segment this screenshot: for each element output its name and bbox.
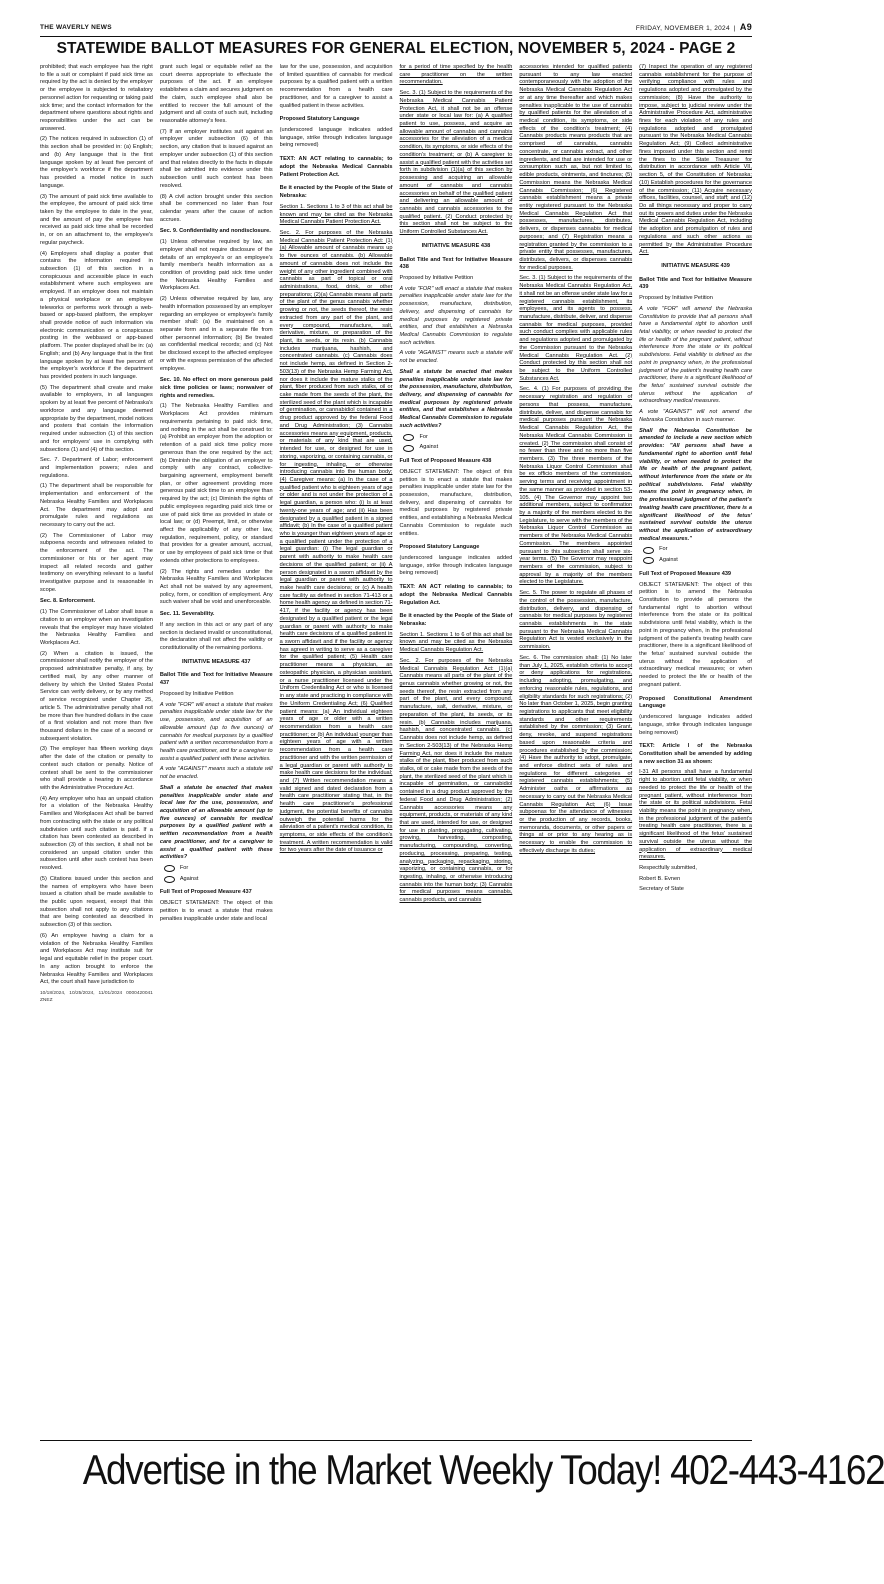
- ballot-oval-icon: [643, 557, 654, 564]
- section-text: Section 1. Sections 1 to 6 of this act shall be known and may be cited as the Nebraska Medical Cannabis Regulation Act.: [399, 631, 513, 654]
- page-headline: STATEWIDE BALLOT MEASURES FOR GENERAL ELECTION, NOVEMBER 5, 2024 - PAGE 2: [56, 40, 736, 57]
- amendment-text: I-31 All persons shall have a fundamental right to abortion until fetal viability, or when needed to protect the life or health of the pregnant patient, without interference from the state or its political subdivisions. Fetal viability means the point in pregnancy when, in the professional judgment of the patient's treating health care practitioner, there is a significant likelihood of the fetus' sustained survival outside the uterus without the application of extraordinary medical measures.: [639, 769, 752, 861]
- for-option: [643, 546, 752, 554]
- paragraph: (2) The notices required in subsection (1) of this section shall be provided in: (a) English; and (b) Any language that is the first language spoken by at least five percent of the employer's workforce if the department has provided a model notice in such language.: [40, 136, 153, 189]
- paragraph: Sec. 7. Department of Labor; enforcement and implementation powers; rules and regulations.: [40, 457, 153, 479]
- proposed-by: Proposed by Initiative Petition: [159, 690, 234, 697]
- paragraph: (5) The department shall create and make available to employers, in all languages spoken by at least five percent of Nebraska's workforce and any language deemed appropriate by the department, model notices and posters that contain the information required under subsection (1) of this section and for employers' use in complying with subsections (1) and (4) of this section.: [40, 384, 153, 453]
- vote-for-explanation: A vote "FOR" will enact a statute that makes penalties inapplicable under state law for the possession, manufacture, distribution, delivery, and dispensing of cannabis for medical purposes by registered private entities, and that establishes a Nebraska Medical Cannabis Commission to regulate such activities.: [399, 285, 513, 346]
- legend-note: (underscored language indicates added language, strike through indicates language being removed): [399, 554, 513, 577]
- header-separator: |: [733, 25, 736, 32]
- paragraph: prohibited; that each employee has the right to file a suit or complaint if paid sick time as required by the act is denied by the employer or the employee is subjected to retaliatory personnel action for requesting or taking paid sick time; and the contact information for the department where questions about rights and responsibilities under the act can be answered.: [40, 64, 153, 132]
- paragraph: (7) If an employer institutes suit against an employer under subsection (6) of this section, any citation that is issued against an employer under subsection (1) of this section and that relates directly to the facts in dispute shall be admitted into evidence under this subsection until such contest has been resolved.: [159, 128, 273, 189]
- for-label: For: [659, 546, 668, 553]
- issue-date: FRIDAY, NOVEMBER 1, 2024: [635, 25, 730, 32]
- article-text: TEXT: Article I of the Nebraska Constitution shall be amended by adding a new section 31 as shown:: [639, 743, 752, 765]
- paragraph: (2) The rights and remedies under the Nebraska Healthy Families and Workplaces Act shall not be waived by any agreement, policy, form, or condition of employment. Any such waiver shall be void and unenforceable.: [159, 568, 273, 606]
- statutory-language-heading: Proposed Statutory Language: [399, 544, 480, 551]
- column-1: [40, 64, 153, 1434]
- ballot-oval-icon: [403, 445, 414, 452]
- paragraph: law for the use, possession, and acquisition of limited quantities of cannabis for medical purposes by a qualified patient with a written recommendation from a health care practitioner, and for a caregiver to assist a qualified patient in these activities.: [279, 64, 393, 109]
- column-6: [639, 64, 752, 1434]
- paragraph: If any section in this act or any part of any section is declared invalid or unconstitutional, the declaration shall not affect the validity or constitutionality of the remaining portions.: [159, 621, 273, 652]
- vote-for-explanation: A vote "FOR" will amend the Nebraska Constitution to provide that all persons shall have a fundamental right to abortion until fetal viability, or when needed to protect the life or health of the pregnant patient, without interference from the state or its political subdivisions. Fetal viability is defined as the point in pregnancy when, in the professional judgment of the patient's treating health care practitioner, there is a significant likelihood of the fetus' sustained survival outside the uterus without the application of extraordinary medical measures.: [639, 305, 752, 405]
- ballot-oval-icon: [164, 865, 175, 872]
- act-text: TEXT: AN ACT relating to cannabis; to adopt the Nebraska Medical Cannabis Regulation Act.: [399, 584, 513, 606]
- legend-note: (underscored language indicates added language, strike through indicates language being removed): [279, 127, 393, 149]
- paragraph: (6) An employee having a claim for a violation of the Nebraska Healthy Families and Workplaces Act may institute suit for legal and equitable relief in the proper court. In any action brought to enforce the Nebraska Healthy Families and Workplaces Act, the court shall have jurisdiction to: [40, 932, 153, 986]
- vote-against-explanation: A vote "AGAINST" means such a statute will not be enacted.: [159, 766, 273, 781]
- section-text: Sec. 4. (1) For purposes of providing the necessary registration and regulation of persons that possess, manufacture, distribute, deliver, and dispense cannabis for medical purposes pursuant the Nebraska Medical Cannabis Regulation Act, the Nebraska Medical Cannabis Commission is created. (2) The commission shall consist of no fewer than three and no more than five members. (3) The three members of the Nebraska Liquor Control Commission shall be ex officio members of the commission, serving terms and receiving appointment in the same manner as provided in section 53-105. (4) The Governor may appoint two additional members, subject to confirmation by a majority of the members elected to the Legislature, to serve with the members of the Nebraska Liquor Control Commission as members of the Nebraska Medical Cannabis Commission. The members appointed pursuant to this subsection shall serve six-year terms. (5) The Governor may reappoint members of the commission, subject to approval by a majority of the members elected to the Legislature.: [519, 386, 633, 586]
- paragraph: (1) The department shall be responsible for implementation and enforcement of the Nebraska Healthy Families and Workplaces Act. The department may adopt and promulgate rules and regulations as necessary to carry out the act.: [40, 483, 153, 528]
- object-statement: OBJECT STATEMENT: The object of this petition is to amend the Nebraska Constitution to provide all persons the fundamental right to abortion without interference from the state or its political subdivisions until fetal viability, which is the point in pregnancy when, in the professional judgment of the patient's treating health care practitioner, there is a significant likelihood of the fetus' sustained survival outside the uterus without the application of extraordinary medical measures; or when needed to protect the life or health of the pregnant patient.: [639, 581, 752, 688]
- paragraph: (4) Employers shall display a poster that contains the information required in subsection (1) of this section in a conspicuous and accessible place in each establishment where such employees are employed. If an employer does not maintain a physical workplace or an employee teleworks or performs work through a web-based or app-based platform, the employer shall provide notice of such information via electronic communication or a conspicuous posting in the webbased or app-based platform. The poster displayed shall be in: (a) English; and (b) Any language that is the first language spoken by at least five percent of the employer's workforce if the department has provided posters in such language.: [40, 250, 153, 381]
- against-label: Against: [419, 444, 439, 451]
- section-heading: Sec. 10. No effect on more generous paid sick time policies or laws; nonwaiver of rights and remedies.: [159, 377, 273, 399]
- ballot-oval-icon: [403, 434, 414, 441]
- section-text: Sec. 5. The power to regulate all phases of the control of the possession, manufacture, distribution, delivery, and dispensing of cannabis for medical purposes by registered cannabis establishments in the state pursuant to the Nebraska Medical Cannabis Regulation Act is vested exclusively in the commission.: [519, 590, 633, 651]
- ballot-question: Shall a statute be enacted that makes penalties inapplicable under state and local law for the use, possession, and acquisition of an allowable amount (up to five ounces) of cannabis for medical purposes by a qualified patient with a written recommendation from a health care practitioner, and for a caregiver to assist a qualified patient with these activities?: [159, 784, 273, 861]
- signer-title: Secretary of State: [639, 886, 684, 893]
- section-text: for a period of time specified by the health care practitioner on the written recommendation.: [399, 64, 513, 86]
- statutory-language-heading: Proposed Statutory Language: [279, 116, 360, 123]
- ballot-question: Shall the Nebraska Constitution be amended to include a new section which provides: "All persons shall have a fundamental right to abortion until fetal viability, or when needed to protect the life or health of the pregnant patient, without interference from the state or its political subdivisions. Fetal viability means the point in pregnancy when, in the professional judgment of the patient's treating health care practitioner, there is a significant likelihood of the fetus' sustained survival outside the uterus without the application of extraordinary medical measures.": [639, 427, 752, 542]
- ballot-title: Ballot Title and Text for Initiative Measure 439: [639, 276, 752, 291]
- for-option: [164, 865, 273, 873]
- measure-heading: INITIATIVE MEASURE 437: [181, 658, 251, 665]
- for-label: For: [179, 865, 189, 871]
- measure-heading: INITIATIVE MEASURE 438: [421, 242, 491, 249]
- section-text: accessories intended for qualified patients pursuant to any law enacted contemporaneously with the adoption of the Nebraska Medical Cannabis Regulation Act or at any time thereafter and which makes penalties inapplicable to the use of cannabis by qualified patients for the alleviation of a medical condition, its symptoms, or side effects of the condition's treatment; (4) Cannabis products means products that are comprised of cannabis, cannabis concentrate, or cannabis extract, and other ingredients, and that are intended for use or consumption such as, but not limited to, edible products, ointments, and tinctures; (5) Commission means the Nebraska Medical Cannabis Commission; (6) Registered cannabis establishment means a private entity registered pursuant to the Nebraska Medical Cannabis Regulation Act that possesses, manufactures, distributes, delivers, or dispenses cannabis for medical purposes; and (7) Registration means a registration granted by the commission to a private entity that possesses, manufactures, distributes, delivers, or dispenses cannabis for medical purposes.: [519, 64, 633, 271]
- signer-name: Robert B. Evnen: [639, 875, 681, 882]
- section-text: Sec. 3. (1) Subject to the requirements of the Nebraska Medical Cannabis Regulation Act, it shall not be an offense under state law for a registered cannabis establishment, its employees, and its agents to possess, manufacture, distribute, deliver, and dispense cannabis for medical purposes, provided such conduct complies with applicable rules and regulations adopted and promulgated by the Commission pursuant to the Nebraska Medical Cannabis Regulation Act. (2) Conduct protected by this section shall not be subject to the Uniform Controlled Substances Act.: [519, 275, 633, 382]
- proposed-by: Proposed by Initiative Petition: [639, 295, 713, 302]
- header-rule: [40, 36, 752, 37]
- section-text: Sec. 2. For purposes of the Nebraska Medical Cannabis Patient Protection Act: (1)(a) Allowable amount of cannabis means up to five ounces of cannabis. (b) Allowable amount of cannabis does not include the weight of any other ingredient combined with cannabis as part of topical or oral administrations, food, drink, or other preparations; (2)(a) Cannabis means all parts of the plant of the genus cannabis whether growing or not, the seeds thereof, the resin extracted from any part of the plant, and every compound, manufacture, salt, derivative, mixture, or preparation of the plant, its seeds, or its resin. (b) Cannabis includes marijuana, hashish, and concentrated cannabis. (c) Cannabis does not include hemp, as defined in Section 2-503(13) of the Nebraska Hemp Farming Act, nor does it include the mature stalks of the plant, fiber produced from such stalks, oil or cake made from the seeds of the plant, the sterilized seed of the plant which is incapable of germination, or cannabidiol contained in a drug product approved by the federal Food and Drug Administration; (3) Cannabis accessories means any equipment, products, or materials of any kind that are used, intended for use, or designed for use in storing, vaporizing, or containing cannabis, or for ingesting, inhaling, or otherwise introducing cannabis into the human body; (4) Caregiver means: (a) In the case of a qualified patient who is eighteen years of age or older and is not under the protection of a legal guardian, a person who: (i) Is at least twenty-one years of age; and (ii) Has been designated by a qualified patient in a signed affidavit; (b) In the case of a qualified patient who is younger than eighteen years of age or a qualified patient under the protection of a legal guardian: (i) The legal guardian or parent with authority to make health care decisions of the qualified patient; or (ii) A person designated in a sworn affidavit by the legal guardian or parent with authority to make health care decisions; or (c) A health care facility as defined in section 71-413 or a home health agency as defined in section 71-417, if the facility or agency has been designated by a qualified patient or the legal guardian or parent with authority to make health care decisions of a qualified patient in a sworn affidavit and if the facility or agency has agreed in writing to serve as a caregiver for the qualified patient; (5) Health care practitioner means a physician, an osteopathic physician, a physician assistant, or a nurse practitioner licensed under the Uniform Credentialing Act or who is licensed in any state and practicing in compliance with the Uniform Credentialing Act; (6) Qualified patient means: (a) An individual eighteen years of age or older with a written recommendation from a health care practitioner; or (b) An individual younger than eighteen years of age with a written recommendation from a health care practitioner and with the written permission of a legal guardian or parent with authority to make health care decisions for the individual; and (7) Written recommendation means a valid signed and dated declaration from a health care practitioner stating that, in the health care practitioner's professional judgment, the potential benefits of cannabis outweigh the potential harms for the alleviation of a patient's medical condition, its symptoms, or side effects of the condition's treatment. A written recommendation is valid for two years after the date of issuance or: [279, 229, 393, 854]
- measure-heading: INITIATIVE MEASURE 439: [661, 262, 730, 269]
- section-text: (7) Inspect the operation of any registered cannabis establishment for the purpose of verifying compliance with rules and regulations adopted and promulgated by the commission; (8) Have the authority to impose, subject to judicial review under the Administrative Procedure Act, administrative fines for each violation of any rules and regulations adopted and promulgated pursuant to the Nebraska Medical Cannabis Regulation Act; (9) Collect administrative fines imposed under this section and remit the fines to the State Treasurer for distribution in accordance with Article VII, section 5, of the Constitution of Nebraska; (10) Establish procedures for the governance of the commission; (11) Acquire necessary offices, facilities, counsel, and staff; and (12) Do all things necessary and proper to carry out its powers and duties under the Nebraska Medical Cannabis Regulation Act, including the adoption and promulgation of rules and regulations and such other actions as permitted by the Administrative Procedure Act.: [639, 64, 752, 256]
- vote-for-explanation: A vote "FOR" will enact a statute that makes penalties inapplicable under state law for the use, possession, and acquisition of an allowable amount (up to five ounces) of cannabis for medical purposes by a qualified patient with a written recommendation from a health care practitioner, and for a caregiver to assist a qualified patient with these activities.: [159, 701, 273, 762]
- section-heading: Sec. 9. Confidentiality and nondisclosure.: [159, 228, 271, 235]
- full-text-heading: Full Text of Proposed Measure 437: [159, 889, 252, 896]
- vote-against-explanation: A vote "AGAINST" means such a statute will not be enacted.: [399, 350, 513, 365]
- against-label: Against: [659, 557, 678, 564]
- against-option: [403, 444, 512, 452]
- column-2: [160, 64, 273, 1434]
- ballot-title: Ballot Title and Text for Initiative Measure 438: [399, 256, 513, 271]
- ballot-title: Ballot Title and Text for Initiative Measure 437: [159, 672, 273, 687]
- publication-name: THE WAVERLY NEWS: [40, 23, 112, 31]
- legend-note: (underscored language indicates added language, strike through indicates language being removed): [639, 714, 752, 736]
- section-text: Sec. 2. For purposes of the Nebraska Medical Cannabis Regulation Act: (1)(a) Cannabis means all parts of the plant of the genus cannabis whether growing or not, the seeds thereof, the resin extracted from any part of the plant, and every compound, manufacture, salt, derivative, mixture, or preparation of the plant, its seeds, or its resin. (b) Cannabis includes marijuana, hashish, and concentrated cannabis. (c) Cannabis does not include hemp, as defined in Section 2-503(13) of the Nebraska Hemp Farming Act, nor does it include the mature stalks of the plant, fiber produced from such stalks, oil or cake made from the seeds of the plant, the sterilized seed of the plant which is incapable of germination, or cannabidiol contained in a drug product approved by the federal Food and Drug Administration; (2) Cannabis accessories means any equipment, products, or materials of any kind that are used, intended for use, or designed for use in planting, propagating, cultivating, growing, harvesting, composting, manufacturing, compounding, converting, producing, processing, preparing, testing, analyzing, packaging, repackaging, storing, vaporizing, or containing cannabis, or for ingesting, inhaling, or otherwise introducing cannabis into the human body; (3) Cannabis for medical purposes means cannabis, cannabis products, and cannabis: [399, 657, 513, 904]
- header-right: [636, 22, 752, 32]
- amendment-language-heading: Proposed Constitutional Amendment Language: [639, 695, 752, 710]
- ad-rule: [40, 1440, 752, 1441]
- section-text: Sec. 6. The commission shall: (1) No later than July 1, 2025, establish criteria to accept or deny applications for registrations, including adopting, promulgating, and enforcing reasonable rules, regulations, and eligibility standards for such registrations; (2) No later than October 1, 2025, begin granting registrations to applicants that meet eligibility standards and other requirements established by the commission; (3) Grant, deny, revoke, and suspend registrations based upon reasonable criteria and procedures established by the commission; (4) Have the authority to adopt, promulgate, and enforce distinct sets of rules and regulations for different categories of registered cannabis establishments; (5) Administer oaths or affirmations as necessary to carry out the Nebraska Medical Cannabis Regulation Act; (6) Issue subpoenas for the attendance of witnesses or the production of any records, books, memoranda, documents, or other papers or things at or prior to any hearing as is necessary to enable the commission to effectively discharge its duties;: [519, 654, 633, 854]
- advertisement-banner: Advertise in the Market Weekly Today! 402-443-4162: [82, 1446, 884, 1493]
- against-label: Against: [179, 875, 199, 882]
- section-heading: Sec. 8. Enforcement.: [40, 598, 96, 605]
- paragraph: grant such legal or equitable relief as the court deems appropriate to effectuate the purposes of the act. If an employee establishes a claim and secures judgment on the claim, such employee shall also be entitled to recover the full amount of the judgment and all costs of such suit, including reasonable attorney's fees.: [159, 64, 273, 125]
- column-4: [399, 64, 512, 1434]
- paragraph: (1) The Nebraska Healthy Families and Workplaces Act provides minimum requirements pertaining to paid sick time, and nothing in the act shall be construed to: (a) Prohibit an employer from the adoption or retention of a paid sick time policy more generous than the one required by the act; (b) Diminish the obligation of an employer to comply with any contract, collective-bargaining agreement, employment benefit plan, or other agreement providing more generous paid sick time to an employee than required by the act; (c) Diminish the rights of public employees regarding paid sick time or use of paid sick time as provided in state or local law; or (d) Preempt, limit, or otherwise affect the applicability of any other law, regulation, requirement, policy, or standard that provides for a greater amount, accrual, or use by employees of paid sick time or that extends other protections to employees.: [159, 403, 273, 564]
- page-number: A9: [739, 22, 752, 32]
- object-statement: OBJECT STATEMENT: The object of this petition is to enact a statute that makes penalties inapplicable under state law for the possession, manufacture, distribution, delivery, and dispensing of cannabis for medical purposes by registered private entities, and establishing a Nebraska Medical Cannabis Commission to regulate such entities.: [399, 468, 513, 537]
- paragraph: (3) The employer has fifteen working days after the date of the citation or penalty to contest such citation or penalty. Notice of contest shall be sent to the commissioner who shall provide a hearing in accordance with the Administrative Procedure Act.: [40, 746, 153, 791]
- section-text: Sec. 3. (1) Subject to the requirements of the Nebraska Medical Cannabis Patient Protection Act, it shall not be an offense under state or local law for: (a) A qualified patient to use, possess, and acquire an allowable amount of cannabis and cannabis accessories for the alleviation of a medical condition, its symptoms, or side effects of the condition's treatment; or (b) A caregiver to assist a qualified patient with the activities set forth in subdivision (1)(a) of this section by possessing and acquiring an allowable amount of cannabis and cannabis accessories on behalf of the qualified patient and delivering an allowable amount of cannabis and cannabis accessories to the qualified patient. (2) Conduct protected by this section shall not be subject to the Uniform Controlled Substances Act.: [399, 90, 513, 236]
- against-option: [643, 557, 752, 565]
- publication-dates: 10/18/2024, 10/25/2024, 11/01/2024 0000420041 ZNEZ: [40, 990, 153, 1003]
- full-text-heading: Full Text of Proposed Measure 438: [399, 458, 492, 465]
- object-statement: OBJECT STATEMENT: The object of this petition is to enact a statute that makes penalties inapplicable under state and local: [159, 900, 273, 922]
- enacting-clause: Be it enacted by the People of the State of Nebraska:: [279, 185, 393, 200]
- closing: Respectfully submitted,: [639, 865, 697, 871]
- paragraph: (2) The Commissioner of Labor may subpoena records and witnesses related to the enforcement of the act. The commissioner or his or her agent may inspect all related records and gather testimony on everything relevant to a lawful investigative purpose and is reasonable in scope.: [40, 532, 153, 593]
- paragraph: (1) Unless otherwise required by law, an employer shall not require disclosure of the details of an employee's or an employee's family member's health information as a condition of providing paid sick time under the Nebraska Healthy Families and Workplaces Act.: [159, 239, 273, 292]
- article-columns: [40, 64, 752, 1434]
- for-option: [403, 434, 512, 442]
- paragraph: (5) Citations issued under this section and the names of employers who have been issued a citation shall be made available to the public upon request, except that this subsection shall not apply to any citations that are being contested as described in subsection (3) of this section.: [40, 875, 153, 929]
- column-3: [280, 64, 393, 1434]
- section-heading: Sec. 11. Severability.: [159, 611, 215, 618]
- paragraph: (3) The amount of paid sick time available to the employee, the amount of paid sick time taken by the employee to date in the year, and the amount of pay the employee has received as paid sick time shall be recorded in, or on an attachment to, the employee's regular paycheck.: [40, 193, 153, 246]
- page-header: [40, 20, 752, 34]
- enacting-clause: Be it enacted by the People of the State of Nebraska:: [399, 613, 513, 627]
- full-text-heading: Full Text of Proposed Measure 439: [639, 570, 732, 577]
- ballot-oval-icon: [164, 876, 175, 883]
- ballot-question: Shall a statute be enacted that makes penalties inapplicable under state law for the possession, manufacture, distribution, delivery, and dispensing of cannabis for medical purposes by registered private entities, and that establishes a Nebraska Medical Cannabis Commission to regulate such activities?: [399, 368, 513, 429]
- paragraph: (1) The Commissioner of Labor shall issue a citation to an employer when an investigation reveals that the employer may have violated the Nebraska Healthy Families and Workplaces Act.: [40, 609, 153, 647]
- column-5: [519, 64, 632, 1434]
- paragraph: (2) When a citation is issued, the commissioner shall notify the employer of the proposed administrative penalty, if any, by certified mail, by any other manner of delivery by which the United States Postal Service can verify delivery, or by any method of service recognized under Chapter 25, article 5. The administrative penalty shall not be more than five hundred dollars in the case of a first violation and not more than five thousand dollars in the case of a second or subsequent violation.: [40, 650, 153, 742]
- paragraph: (2) Unless otherwise required by law, any health information possessed by an employer regarding an employee or employee's family member shall: (a) Be maintained on a separate form and in a separate file from other personnel information; (b) Be treated as confidential medical records; and (c) Not be disclosed except to the affected employee or with the express permission of the affected employee.: [159, 296, 273, 372]
- proposed-by: Proposed by Initiative Petition: [399, 274, 474, 281]
- for-label: For: [419, 433, 428, 440]
- act-text: TEXT: AN ACT relating to cannabis; to adopt the Nebraska Medical Cannabis Patient Protection Act.: [279, 156, 393, 178]
- vote-against-explanation: A vote "AGAINST" will not amend the Nebraska Constitution in such manner.: [639, 409, 752, 423]
- against-option: [164, 876, 273, 884]
- ballot-oval-icon: [643, 547, 654, 554]
- paragraph: (4) Any employer who has an unpaid citation for a violation of the Nebraska Healthy Families and Workplaces Act shall be barred from contracting with the state or any political subdivision until such citation is paid. If a citation has been contested as described in subsection (3) of this section, it shall not be considered an unpaid citation under this subsection until after such contest has been resolved.: [40, 795, 153, 872]
- section-text: Section 1. Sections 1 to 3 of this act shall be known and may be cited as the Nebraska Medical Cannabis Patient Protection Act.: [279, 203, 393, 226]
- paragraph: (8) A civil action brought under this section shall be commenced no later than four calendar years after the cause of action accrues.: [159, 193, 273, 223]
